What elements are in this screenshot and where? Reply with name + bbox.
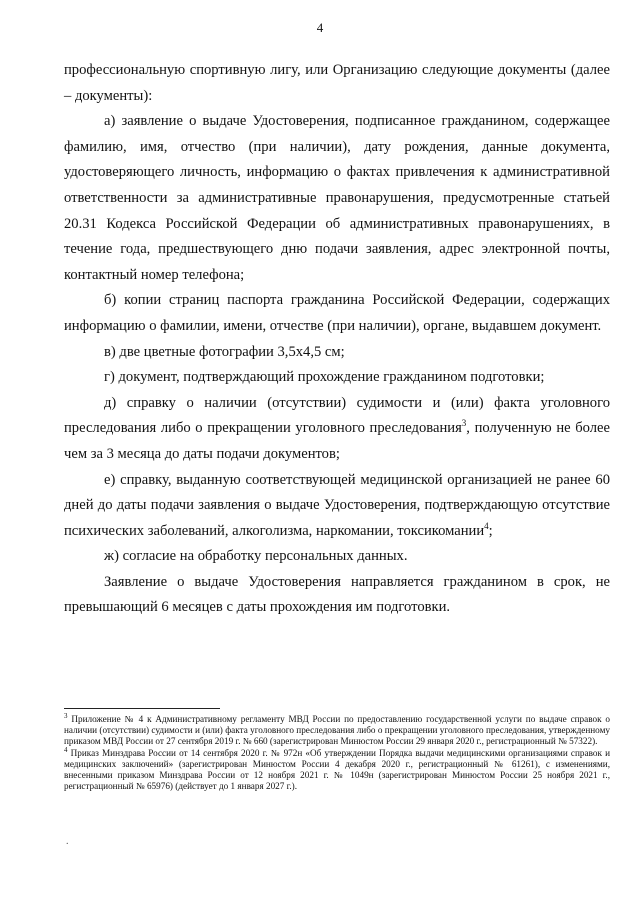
paragraph-e-tail: ; — [488, 522, 493, 539]
stray-mark: . — [66, 836, 69, 847]
footnote-ref-4: 4 — [484, 520, 489, 531]
page-number: 4 — [316, 20, 324, 35]
footnote-3-mark: 3 — [64, 711, 68, 720]
footnote-ref-3: 3 — [461, 418, 467, 429]
footnotes — [64, 711, 610, 792]
paragraph-e-text: е) справку, выданную соответствующей медицинской организацией не ранее 60 дней до даты подачи заявления о выдаче Удостоверения, подтверждающую отсутствие психических заболеваний, алкоголизма, наркомании, токсикомании — [64, 471, 610, 539]
footnote-4-text: Приказ Минздрава России от 14 сентября 2020 г. № 972н «Об утверждении Порядка выдачи медицинскими организациями справок и медицинских заключений» (зарегистрирован Минюстом России 4 декабря 2020 г., регистрационный № 61261), с изменениями, внесенными приказом Минздрава России от 12 ноября 2021 г. № 1049н (зарегистрирован Минюстом России 25 ноября 2021 г., регистрационный № 65976) (действует до 1 января 2027 г.). — [64, 747, 610, 792]
paragraph-a: а) заявление о выдаче Удостоверения, подписанное гражданином, содержащее фамилию, имя, отчество (при наличии), дату рождения, данные документа, удостоверяющего личность, информацию о фактах привлечения к административной ответственности за административные правонарушения, предусмотренные статьей 20.31 Кодекса Российской Федерации об административных правонарушениях, в течение года, предшествующего дню подачи заявления, адрес электронной почты, контактный номер телефона; — [64, 113, 610, 283]
footnote-3-text: Приложение № 4 к Административному регламенту МВД России по предоставлению государственной услуги по выдаче справок о наличии (отсутствии) судимости и (или) факта уголовного преследования либо о прекращении уголовного преследования, утвержденному приказом МВД России от 27 сентября 2019 г. № 660 (зарегистрирован Минюстом России 29 января 2020 г., регистрационный № 57322). — [64, 714, 610, 747]
footnote-4-mark: 4 — [64, 745, 68, 754]
paragraph-d — [64, 391, 610, 468]
footnote-3 — [64, 711, 610, 748]
paragraph-v: в) две цветные фотографии 3,5х4,5 см; — [104, 343, 345, 360]
document-body — [64, 58, 610, 621]
paragraph-deadline: Заявление о выдаче Удостоверения направляется гражданином в срок, не превышающий 6 месяцев с даты прохождения им подготовки. — [64, 573, 610, 616]
footnote-4 — [64, 745, 610, 793]
footnote-separator — [64, 708, 220, 709]
paragraph-b: б) копии страниц паспорта гражданина Российской Федерации, содержащих информацию о фамилии, имени, отчестве (при наличии), органе, выдавшем документ. — [64, 292, 610, 334]
paragraph-d-tail: , полученную не более чем за 3 месяца до даты подачи документов; — [64, 420, 610, 462]
paragraph-zh: ж) согласие на обработку персональных данных. — [104, 548, 408, 565]
paragraph-d-text: д) справку о наличии (отсутствии) судимости и (или) факта уголовного преследования либо о прекращении уголовного преследования — [64, 394, 610, 437]
paragraph-intro: профессиональную спортивную лигу, или Организацию следующие документы (далее – документы): — [64, 62, 610, 104]
paragraph-g: г) документ, подтверждающий прохождение гражданином подготовки; — [104, 369, 545, 386]
paragraph-e — [64, 468, 610, 545]
